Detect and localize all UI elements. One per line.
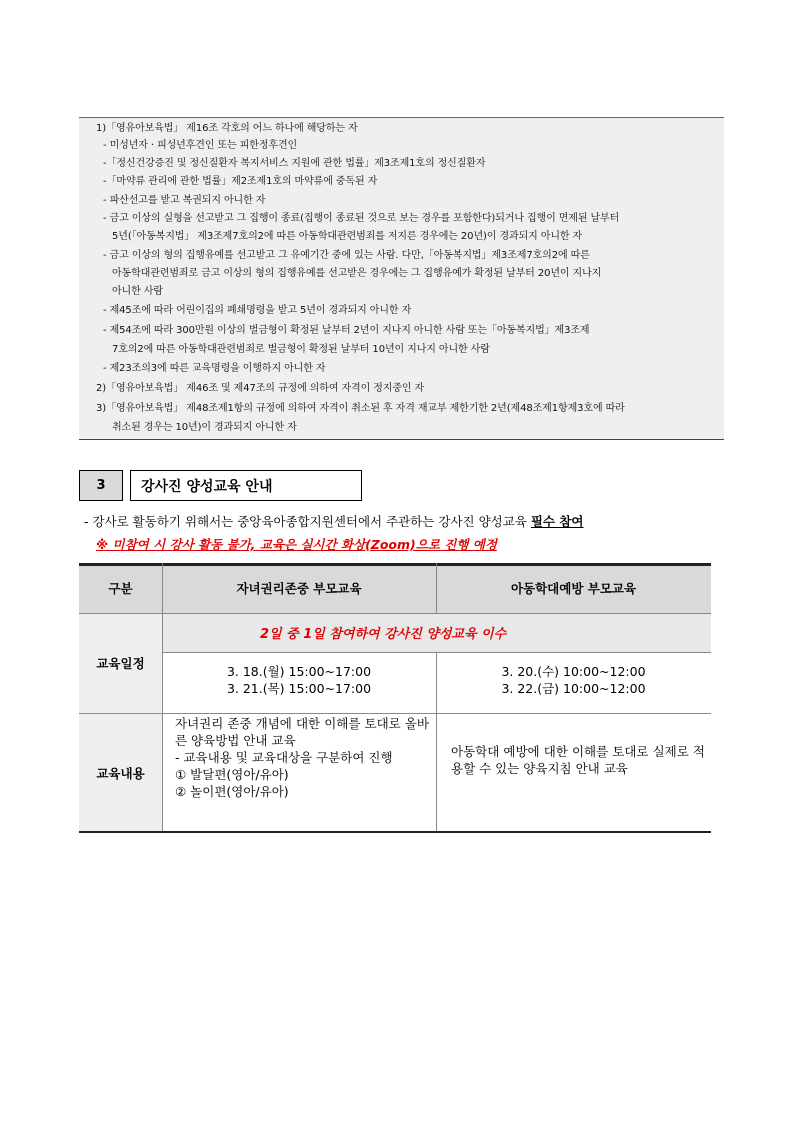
table-bottom-border	[79, 831, 711, 833]
content-prevention: 아동학대 예방에 대한 이해를 토대로 실제로 적용할 수 있는 양육지침 안내 교육	[451, 744, 705, 776]
criteria-line: - 파산선고를 받고 복권되지 아니한 자	[103, 195, 266, 206]
schedule-label: 교육일정	[79, 613, 162, 713]
criteria-line: 1)「영유아보육법」 제16조 각호의 어느 하나에 해당하는 자	[96, 123, 358, 134]
criteria-line: - 제54조에 따라 300만원 이상의 벌금형이 확정된 날부터 2년이 지나지 아니한 사람 또는「아동복지법」제3조제	[103, 325, 590, 336]
criteria-line: - 금고 이상의 실형을 선고받고 그 집행이 종료(집행이 종료된 것으로 보는 경우를 포함한다)되거나 집행이 면제된 날부터	[103, 213, 620, 224]
section-title: 강사진 양성교육 안내	[130, 470, 362, 501]
schedule-rights	[162, 663, 436, 703]
criteria-line: 취소된 경우는 10년)이 경과되지 아니한 자	[112, 422, 297, 433]
schedule-prevention	[436, 663, 711, 703]
schedule-date: 3. 18.(월) 15:00~17:00	[226, 664, 372, 679]
schedule-date: 3. 22.(금) 10:00~12:00	[501, 681, 646, 696]
criteria-line: 7호의2에 따른 아동학대관련범죄로 벌금형이 확정된 날부터 10년이 지나지 아니한 사람	[112, 344, 490, 355]
disqualification-box	[79, 117, 724, 440]
content-label: 교육내용	[79, 713, 162, 832]
criteria-line: -「마약류 관리에 관한 법률」제2조제1호의 마약류에 중독된 자	[103, 176, 378, 187]
criteria-line: 5년(「아동복지법」 제3조제7호의2에 따른 아동학대관련범죄를 저지른 경우에는 20년)이 경과되지 아니한 자	[112, 231, 583, 242]
criteria-line: 2)「영유아보육법」 제46조 및 제47조의 규정에 의하여 자격이 정지중인 자	[96, 383, 425, 394]
criteria-line: 3)「영유아보육법」 제48조제1항의 규정에 의하여 자격이 취소된 후 자격 재교부 제한기한 2년(제48조제1항제3호에 따라	[96, 403, 625, 414]
schedule-date: 3. 20.(수) 10:00~12:00	[501, 664, 646, 679]
table-divider	[162, 563, 163, 832]
criteria-line: - 제45조에 따라 어린이집의 폐쇄명령을 받고 5년이 경과되지 아니한 자	[103, 305, 412, 316]
header-rights-education: 자녀권리존중 부모교육	[162, 563, 436, 613]
content-text: 자녀권리 존중 개념에 대한 이해를 토대로 올바른 양육방법 안내 교육	[175, 716, 429, 748]
criteria-line: - 제23조의3에 따른 교육명령을 이행하지 아니한 자	[103, 363, 326, 374]
table-top-border	[79, 563, 711, 566]
content-text: - 교육내용 및 교육대상을 구분하여 진행	[175, 750, 393, 765]
content-text: ① 발달편(영아/유아)	[175, 767, 289, 782]
criteria-line: - 미성년자 · 피성년후견인 또는 피한정후견인	[103, 140, 298, 151]
criteria-line: - 금고 이상의 형의 집행유예를 선고받고 그 유예기간 중에 있는 사람. 다만,「아동복지법」제3조제7호의2에 따른	[103, 250, 590, 261]
table-divider	[79, 713, 711, 714]
table-divider	[436, 563, 437, 613]
table-divider	[436, 652, 437, 832]
criteria-line: -「정신건강증진 및 정신질환자 복지서비스 지원에 관한 법률」제3조제1호의 정신질환자	[103, 158, 486, 169]
table-divider	[79, 613, 711, 614]
criteria-line: 아동학대관련범죄로 금고 이상의 형의 집행유예를 선고받은 경우에는 그 집행유예가 확정된 날부터 20년이 지나지	[112, 268, 602, 279]
schedule-banner: 2일 중 1일 참여하여 강사진 양성교육 이수	[162, 613, 711, 652]
intro-text	[84, 512, 584, 530]
required-emphasis: 필수 참여	[530, 514, 584, 529]
header-abuse-prevention: 아동학대예방 부모교육	[436, 563, 711, 613]
content-rights	[175, 715, 429, 830]
schedule-date: 3. 21.(목) 15:00~17:00	[226, 681, 372, 696]
zoom-notice: ※ 미참여 시 강사 활동 불가, 교육은 실시간 화상(Zoom)으로 진행 예정	[96, 537, 497, 552]
section-number: 3	[79, 470, 123, 501]
content-text: ② 놀이편(영아/유아)	[175, 784, 289, 799]
training-table	[79, 563, 711, 833]
header-category: 구분	[79, 563, 162, 613]
intro-body: - 강사로 활동하기 위해서는 중앙육아종합지원센터에서 주관하는 강사진 양성교육	[84, 514, 531, 529]
criteria-line: 아니한 사람	[112, 286, 163, 297]
